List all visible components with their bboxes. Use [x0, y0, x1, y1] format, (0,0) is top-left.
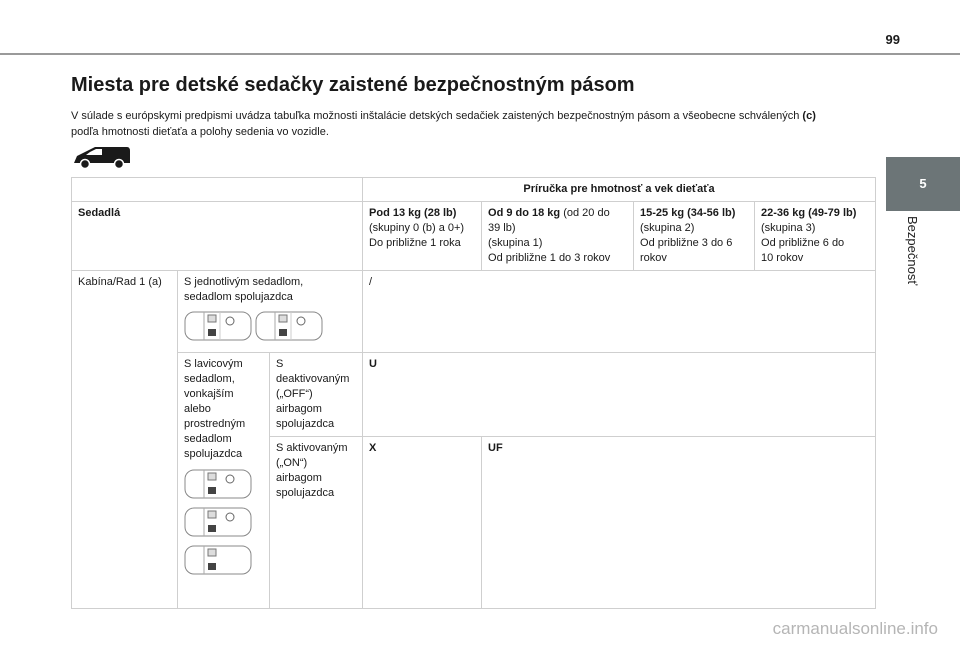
bench-seat-line: prostredným — [184, 418, 246, 430]
seat-layout-icon — [184, 544, 252, 576]
weight-guide-header: Príručka pre hmotnosť a vek dieťaťa — [363, 178, 876, 202]
bench-seat-line: vonkajším — [184, 388, 234, 400]
airbag-off-value: U — [363, 353, 876, 437]
weight-group-3-title: 22-36 kg (49-79 lb) — [761, 207, 857, 219]
van-icon — [71, 143, 133, 171]
weight-group-0-line: Do približne 1 roka — [369, 237, 461, 249]
chapter-number: 5 — [919, 176, 927, 191]
single-seat-line: S jednotlivým sedadlom, — [184, 276, 304, 288]
chapter-tab — [886, 157, 960, 211]
airbag-off-line: („OFF“) — [276, 388, 313, 400]
page-number: 99 — [885, 32, 900, 47]
airbag-on-line: („ON“) — [276, 457, 308, 469]
airbag-off-line: deaktivovaným — [276, 373, 350, 385]
seat-layout-icon — [184, 506, 252, 538]
weight-group-1-line: (skupina 1) — [488, 237, 543, 249]
seat-layout-icon — [184, 468, 252, 500]
watermark: carmanualsonline.info — [772, 619, 938, 638]
airbag-on-value-x: X — [363, 437, 482, 609]
airbag-on-line: airbagom — [276, 472, 322, 484]
bench-seat-line: sedadlom, — [184, 373, 235, 385]
weight-group-3-line: 10 rokov — [761, 252, 804, 264]
weight-group-2-line: (skupina 2) — [640, 222, 695, 234]
weight-group-1 — [482, 202, 634, 271]
single-seat-value: / — [363, 271, 876, 353]
airbag-off-cell — [270, 353, 363, 437]
bench-seat-line: spolujazdca — [184, 448, 243, 460]
bench-seat-line: alebo — [184, 403, 211, 415]
seat-layout-icon — [184, 310, 252, 342]
airbag-on-line: S aktivovaným — [276, 442, 348, 454]
intro-ref: (c) — [802, 110, 816, 122]
weight-group-2-line: rokov — [640, 252, 667, 264]
airbag-on-line: spolujazdca — [276, 487, 335, 499]
weight-group-1-line: Od približne 1 do 3 rokov — [488, 252, 611, 264]
weight-group-1-title: Od 9 do 18 kg — [488, 207, 561, 219]
single-seat-line: sedadlom spolujazdca — [184, 291, 293, 303]
weight-group-2 — [634, 202, 755, 271]
header-rule — [0, 53, 960, 55]
child-seat-table — [71, 177, 876, 609]
weight-group-1-line: 39 lb) — [488, 222, 516, 234]
single-seat-cell — [178, 271, 363, 353]
table-header-empty — [72, 178, 363, 202]
airbag-off-line: airbagom — [276, 403, 322, 415]
weight-groups-row — [72, 202, 876, 271]
bench-seat-icons — [184, 468, 263, 576]
intro-text-2: podľa hmotnosti dieťaťa a polohy sedenia vo vozidle. — [71, 126, 329, 138]
page-title: Miesta pre detské sedačky zaistené bezpečnostným pásom — [71, 74, 635, 96]
airbag-on-value-uf: UF — [482, 437, 876, 609]
table-header-row — [72, 178, 876, 202]
weight-group-0-title: Pod 13 kg (28 lb) — [369, 207, 457, 219]
bench-airbag-off-row — [72, 353, 876, 437]
bench-seat-cell — [178, 353, 270, 609]
weight-group-0 — [363, 202, 482, 271]
weight-group-3-line: (skupina 3) — [761, 222, 816, 234]
single-seat-row — [72, 271, 876, 353]
chapter-title: Bezpečnosť — [905, 216, 920, 286]
airbag-off-line: S — [276, 358, 284, 370]
weight-group-3 — [755, 202, 876, 271]
seat-layout-icon — [255, 310, 323, 342]
bench-seat-line: sedadlom — [184, 433, 232, 445]
airbag-on-cell — [270, 437, 363, 609]
weight-group-2-title: 15-25 kg (34-56 lb) — [640, 207, 736, 219]
weight-group-3-line: Od približne 6 do — [761, 237, 845, 249]
airbag-off-line: spolujazdca — [276, 418, 335, 430]
seats-header: Sedadlá — [72, 202, 363, 271]
single-seat-icons — [184, 309, 356, 343]
weight-group-2-line: Od približne 3 do 6 — [640, 237, 733, 249]
intro-text-1: V súlade s európskymi predpismi uvádza tabuľka možnosti inštalácie detských sedačiek zaistených bezpečnostným pásom a všeobecne schválených — [71, 110, 803, 122]
weight-group-1-rest: (od 20 do — [560, 207, 610, 219]
intro-paragraph — [71, 108, 881, 140]
weight-group-0-line: (skupiny 0 (b) a 0+) — [369, 222, 465, 234]
cabin-row-label: Kabína/Rad 1 (a) — [72, 271, 178, 609]
bench-seat-line: S lavicovým — [184, 358, 243, 370]
